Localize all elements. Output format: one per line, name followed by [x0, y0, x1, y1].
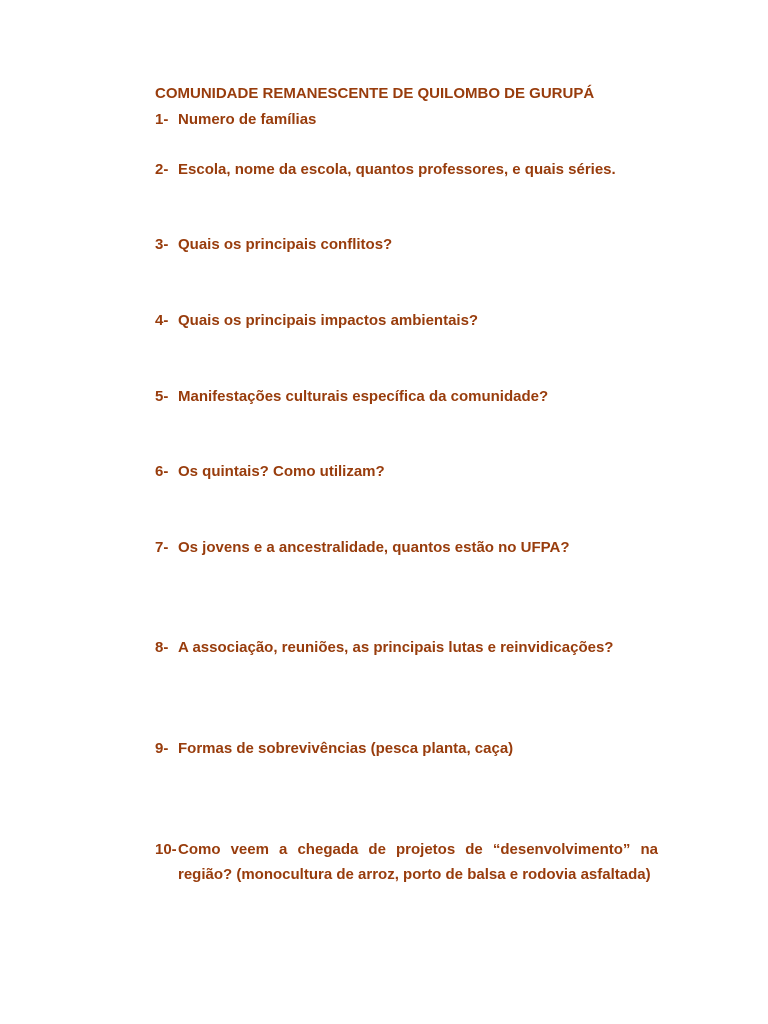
question-number: 1-	[155, 111, 169, 128]
question-text: A associação, reuniões, as principais lutas e reinvidicações?	[178, 639, 614, 656]
question-number: 7-	[155, 539, 169, 556]
question-text: Manifestações culturais específica da comunidade?	[178, 388, 549, 405]
question-text: Como veem a chegada de projetos de “desenvolvimento” na região? (monocultura de arroz, porto de balsa e rodovia asfaltada)	[178, 841, 658, 883]
question-text: Formas de sobrevivências (pesca planta, caça)	[178, 740, 514, 757]
question-item	[155, 638, 658, 657]
question-text: Numero de famílias	[178, 111, 317, 128]
question-number: 10-	[155, 841, 177, 858]
question-number: 4-	[155, 312, 169, 329]
question-number: 9-	[155, 740, 169, 757]
question-item	[155, 110, 658, 129]
question-text: Quais os principais conflitos?	[178, 236, 393, 253]
question-item	[155, 739, 658, 758]
question-number: 8-	[155, 639, 169, 656]
document-title: COMUNIDADE REMANESCENTE DE QUILOMBO DE GURUPÁ	[155, 85, 595, 102]
question-item	[155, 387, 658, 406]
question-text: Os jovens e a ancestralidade, quantos estão no UFPA?	[178, 539, 570, 556]
question-number: 6-	[155, 463, 169, 480]
question-number: 5-	[155, 388, 169, 405]
question-number: 2-	[155, 161, 169, 178]
question-number: 3-	[155, 236, 169, 253]
question-item	[155, 160, 658, 179]
question-text: Escola, nome da escola, quantos professores, e quais séries.	[178, 161, 616, 178]
question-text: Os quintais? Como utilizam?	[178, 463, 385, 480]
question-item	[155, 538, 658, 557]
question-text: Quais os principais impactos ambientais?	[178, 312, 479, 329]
question-item	[155, 462, 658, 481]
question-item	[155, 311, 658, 330]
question-item	[155, 235, 658, 254]
question-item	[155, 840, 658, 887]
